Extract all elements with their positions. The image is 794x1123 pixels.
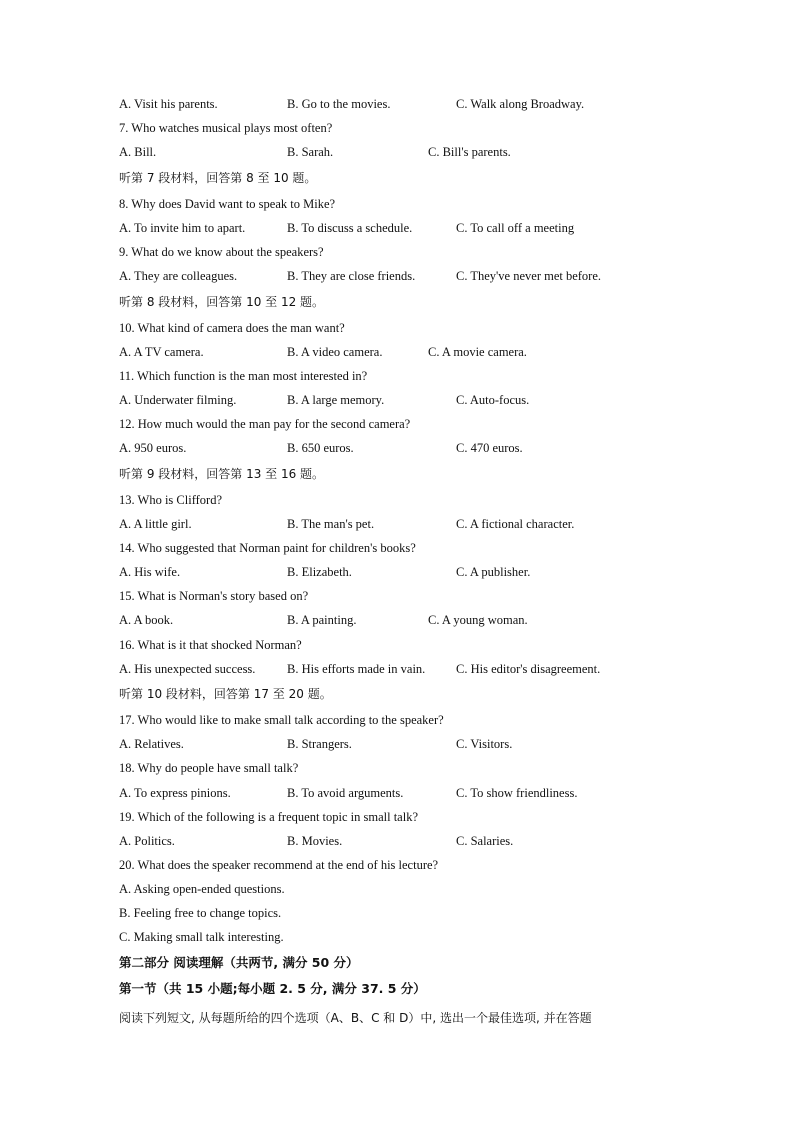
option-a: A. Bill. <box>119 145 157 159</box>
option-a: A. Visit his parents. <box>119 97 218 111</box>
option-a: A. Politics. <box>119 834 175 848</box>
option-b: B. A video camera. <box>287 345 383 359</box>
option-c: C. Bill's parents. <box>428 145 511 159</box>
option-b: B. To discuss a schedule. <box>287 221 413 235</box>
option-b: B. Go to the movies. <box>287 97 391 111</box>
option-b: B. Elizabeth. <box>287 565 352 579</box>
option-a: A. Underwater filming. <box>119 393 237 407</box>
option-a: A. A little girl. <box>119 517 192 531</box>
option-a: A. A book. <box>119 613 174 627</box>
part-heading: 第二部分 阅读理解（共两节, 满分 50 分） <box>119 955 359 970</box>
option-b: B. 650 euros. <box>287 441 354 455</box>
option-c: C. To call off a meeting <box>456 221 575 235</box>
option-row <box>119 612 679 628</box>
option-c: C. A young woman. <box>428 613 528 627</box>
option-a: A. To invite him to apart. <box>119 221 246 235</box>
option-c: C. They've never met before. <box>456 269 602 283</box>
option-c: C. A movie camera. <box>428 345 527 359</box>
option-row <box>119 96 679 112</box>
option-c: C. A publisher. <box>456 565 531 579</box>
question-text: 12. How much would the man pay for the second camera? <box>119 417 411 431</box>
question-text: 19. Which of the following is a frequent topic in small talk? <box>119 810 419 824</box>
question-text: 9. What do we know about the speakers? <box>119 245 324 259</box>
option-b: B. The man's pet. <box>287 517 375 531</box>
option-row <box>119 392 679 408</box>
option-row <box>119 785 679 801</box>
option-a: A. Relatives. <box>119 737 184 751</box>
question-text: 20. What does the speaker recommend at the end of his lecture? <box>119 858 439 872</box>
option-b: B. To avoid arguments. <box>287 786 404 800</box>
part-heading: 第一节（共 15 小题;每小题 2. 5 分, 满分 37. 5 分） <box>119 981 426 996</box>
question-text: 14. Who suggested that Norman paint for children's books? <box>119 541 416 555</box>
option-row <box>119 440 679 456</box>
question-text: 18. Why do people have small talk? <box>119 761 299 775</box>
option-a: A. His unexpected success. <box>119 662 256 676</box>
option-row <box>119 344 679 360</box>
option-a: A. To express pinions. <box>119 786 231 800</box>
option-b: B. A painting. <box>287 613 357 627</box>
option-row <box>119 220 679 236</box>
question-text: 17. Who would like to make small talk according to the speaker? <box>119 713 444 727</box>
option-row <box>119 564 679 580</box>
option-b: B. They are close friends. <box>287 269 416 283</box>
option-c: C. Walk along Broadway. <box>456 97 585 111</box>
question-text: B. Feeling free to change topics. <box>119 906 282 920</box>
option-b: B. Sarah. <box>287 145 334 159</box>
question-text: 10. What kind of camera does the man want? <box>119 321 345 335</box>
section-instruction: 阅读下列短文, 从每题所给的四个选项（A、B、C 和 D）中, 选出一个最佳选项, 并在答题 <box>119 1011 592 1025</box>
option-b: B. A large memory. <box>287 393 385 407</box>
option-row <box>119 661 679 677</box>
question-text: A. Asking open-ended questions. <box>119 882 285 896</box>
question-text: C. Making small talk interesting. <box>119 930 284 944</box>
option-c: C. Auto-focus. <box>456 393 530 407</box>
option-row <box>119 516 679 532</box>
option-row <box>119 833 679 849</box>
question-text: 11. Which function is the man most interested in? <box>119 369 368 383</box>
option-row <box>119 268 679 284</box>
question-text: 13. Who is Clifford? <box>119 493 223 507</box>
question-text: 7. Who watches musical plays most often? <box>119 121 333 135</box>
option-c: C. His editor's disagreement. <box>456 662 601 676</box>
option-b: B. Strangers. <box>287 737 352 751</box>
option-c: C. Salaries. <box>456 834 514 848</box>
section-instruction: 听第 9 段材料，回答第 13 至 16 题。 <box>119 467 325 481</box>
option-c: C. 470 euros. <box>456 441 523 455</box>
section-instruction: 听第 8 段材料，回答第 10 至 12 题。 <box>119 295 325 309</box>
option-row <box>119 144 679 160</box>
option-b: B. His efforts made in vain. <box>287 662 426 676</box>
option-c: C. A fictional character. <box>456 517 575 531</box>
question-text: 16. What is it that shocked Norman? <box>119 638 302 652</box>
option-a: A. A TV camera. <box>119 345 204 359</box>
section-instruction: 听第 7 段材料，回答第 8 至 10 题。 <box>119 171 317 185</box>
option-row <box>119 736 679 752</box>
section-instruction: 听第 10 段材料，回答第 17 至 20 题。 <box>119 687 332 701</box>
option-a: A. They are colleagues. <box>119 269 238 283</box>
question-text: 8. Why does David want to speak to Mike? <box>119 197 336 211</box>
option-c: C. To show friendliness. <box>456 786 578 800</box>
option-b: B. Movies. <box>287 834 343 848</box>
question-text: 15. What is Norman's story based on? <box>119 589 309 603</box>
option-a: A. 950 euros. <box>119 441 187 455</box>
option-c: C. Visitors. <box>456 737 513 751</box>
option-a: A. His wife. <box>119 565 181 579</box>
